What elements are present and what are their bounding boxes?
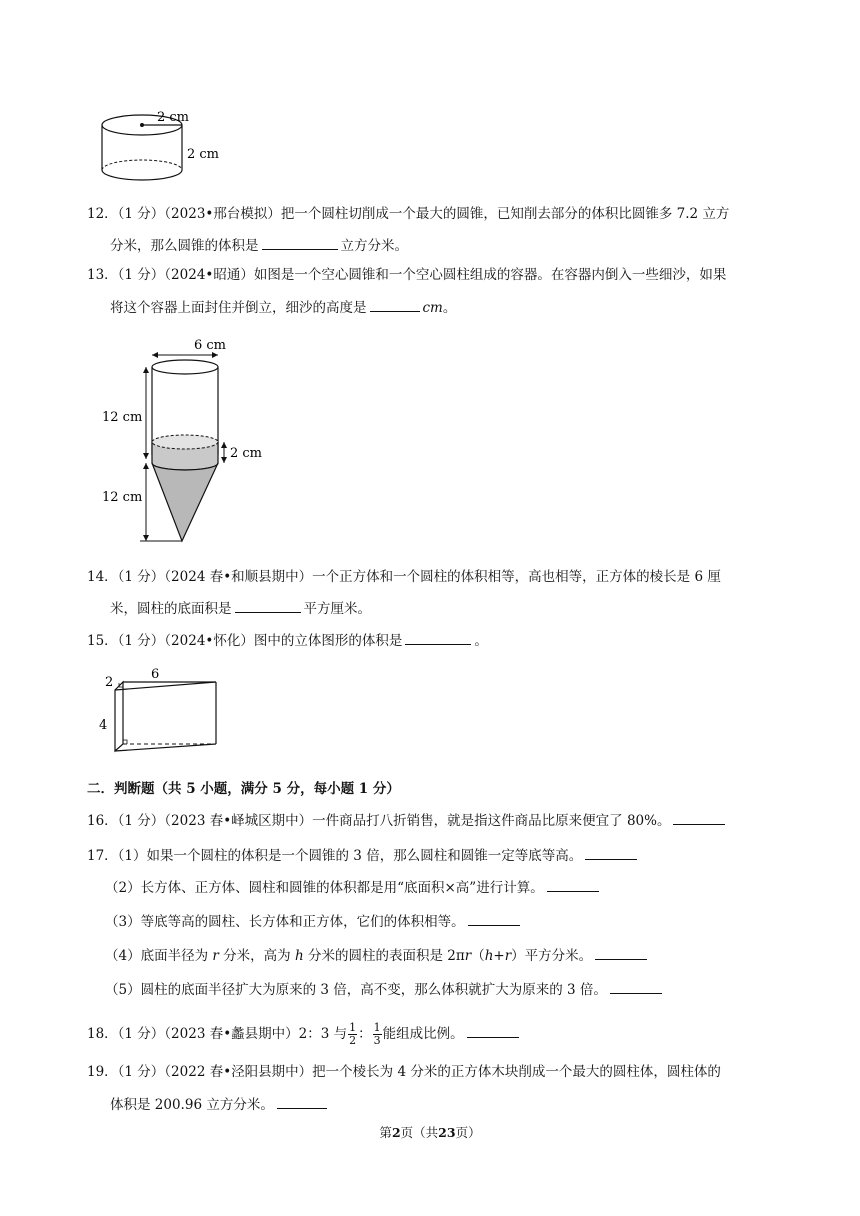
question-15-text: 15．（1 分）（2024•怀化）图中的立体图形的体积是 [87, 633, 403, 649]
q17-p4-text-c: 分米的圆柱的表面积是 2π [307, 948, 465, 964]
answer-blank-17-3[interactable] [468, 911, 520, 926]
question-13-text: 将这个容器上面封住并倒立，细沙的高度是 [110, 300, 367, 316]
container-figure-q13 [100, 335, 275, 545]
edge-label-b: 6 [151, 667, 160, 682]
q17-p4-text-b: 分米，高为 [223, 948, 291, 964]
question-18-text: 18．（1 分）（2023 春•蠡县期中）2：3 与 [87, 1026, 348, 1042]
question-18 [87, 1021, 522, 1047]
question-17-part5 [105, 979, 665, 999]
period: 。 [474, 633, 488, 649]
question-16 [87, 810, 728, 830]
question-17-part1 [87, 845, 640, 865]
question-12-line1: 12．（1 分）（2023•邢台模拟）把一个圆柱切削成一个最大的圆锥，已知削去部分的体积比圆锥多 7.2 立方 [87, 206, 730, 222]
ratio-separator: ： [358, 1026, 372, 1042]
question-14-line2 [110, 598, 371, 618]
question-17-part5-text: （5）圆柱的底面半径扩大为原来的 3 倍，高不变，那么体积就扩大为原来的 3 倍。 [105, 982, 607, 998]
footer-text-a: 第 [379, 1125, 392, 1140]
answer-blank-13[interactable] [370, 297, 420, 312]
var-h: h [294, 948, 304, 964]
prism-figure-q15 [95, 662, 230, 757]
answer-blank-17-1[interactable] [585, 845, 637, 860]
q17-p4-text-f: ）平方分米。 [511, 948, 593, 964]
var-r: r [212, 948, 219, 964]
question-19-text: 体积是 200.96 立方分米。 [110, 1097, 274, 1113]
question-19-line2 [110, 1094, 330, 1114]
fraction-1 [348, 1022, 357, 1047]
question-18-text-end: 能组成比例。 [382, 1026, 464, 1042]
q17-p4-text-a: （4）底面半径为 [105, 948, 209, 964]
paren-open: （ [471, 948, 485, 964]
unit-cm: cm [422, 300, 443, 316]
question-12-unit: 立方分米。 [340, 238, 408, 254]
answer-blank-14[interactable] [235, 598, 301, 613]
section-2-heading: 二．判断题（共 5 小题，满分 5 分，每小题 1 分） [87, 781, 400, 797]
question-12-text: 分米，那么圆锥的体积是 [110, 238, 259, 254]
fraction-2 [373, 1022, 382, 1047]
footer-text-b: 页（共 [400, 1125, 439, 1140]
question-17-part4 [105, 945, 650, 965]
var-r: r [504, 948, 512, 964]
fraction-1-numerator: 1 [349, 1021, 357, 1034]
answer-blank-16[interactable] [673, 810, 725, 825]
question-15-line1 [87, 630, 488, 650]
question-13-line2 [110, 297, 456, 317]
question-17-part3 [105, 911, 523, 931]
answer-blank-18[interactable] [467, 1023, 519, 1038]
edge-label-c: 4 [99, 718, 108, 733]
question-14-unit: 平方厘米。 [303, 601, 371, 617]
fraction-2-numerator: 1 [373, 1021, 381, 1034]
period: 。 [442, 300, 457, 316]
cone-height-label: 12 cm [102, 490, 143, 505]
plus: + [493, 948, 505, 964]
var-r: r [464, 948, 472, 964]
question-17-part2 [105, 877, 602, 897]
question-14-text: 米，圆柱的底面积是 [110, 601, 232, 617]
var-h: h [484, 948, 494, 964]
page-number: 2 [391, 1125, 401, 1140]
question-16-text: 16．（1 分）（2023 春•峄城区期中）一件商品打八折销售，就是指这件商品比原来便宜了 80%。 [87, 813, 671, 829]
sand-height-label: 2 cm [230, 446, 263, 461]
fraction-2-denominator: 3 [373, 1034, 381, 1047]
total-pages: 23 [438, 1125, 456, 1140]
page-footer [0, 1123, 860, 1141]
radius-label: 2 cm [157, 110, 190, 125]
question-14-line1: 14．（1 分）（2024 春•和顺县期中）一个正方体和一个圆柱的体积相等，高也相等，正方体的棱长是 6 厘 [87, 569, 721, 585]
cylinder-height-label: 12 cm [102, 410, 143, 425]
question-17-part2-text: （2）长方体、正方体、圆柱和圆锥的体积都是用“底面积×高”进行计算。 [105, 880, 544, 896]
question-17-text: 17．（1）如果一个圆柱的体积是一个圆锥的 3 倍，那么圆柱和圆锥一定等底等高。 [87, 848, 583, 864]
answer-blank-17-4[interactable] [595, 945, 647, 960]
edge-label-a: 2 [105, 675, 114, 690]
answer-blank-12[interactable] [262, 235, 338, 250]
answer-blank-19[interactable] [277, 1094, 327, 1109]
question-13-line1: 13．（1 分）（2024•昭通）如图是一个空心圆锥和一个空心圆柱组成的容器。在容器内倒入一些细沙，如果 [87, 267, 727, 283]
cylinder-figure-q11 [95, 105, 235, 190]
fraction-1-denominator: 2 [349, 1034, 357, 1047]
diameter-label: 6 cm [194, 338, 227, 353]
question-12-line2 [110, 235, 408, 255]
footer-text-c: 页） [455, 1125, 481, 1140]
question-19-line1: 19．（1 分）（2022 春•泾阳县期中）把一个棱长为 4 分米的正方体木块削成一个最大的圆柱体，圆柱体的 [87, 1064, 721, 1080]
answer-blank-17-2[interactable] [547, 877, 599, 892]
height-label: 2 cm [187, 147, 220, 162]
question-17-part3-text: （3）等底等高的圆柱、长方体和正方体，它们的体积相等。 [105, 914, 465, 930]
answer-blank-15[interactable] [405, 630, 471, 645]
answer-blank-17-5[interactable] [610, 979, 662, 994]
